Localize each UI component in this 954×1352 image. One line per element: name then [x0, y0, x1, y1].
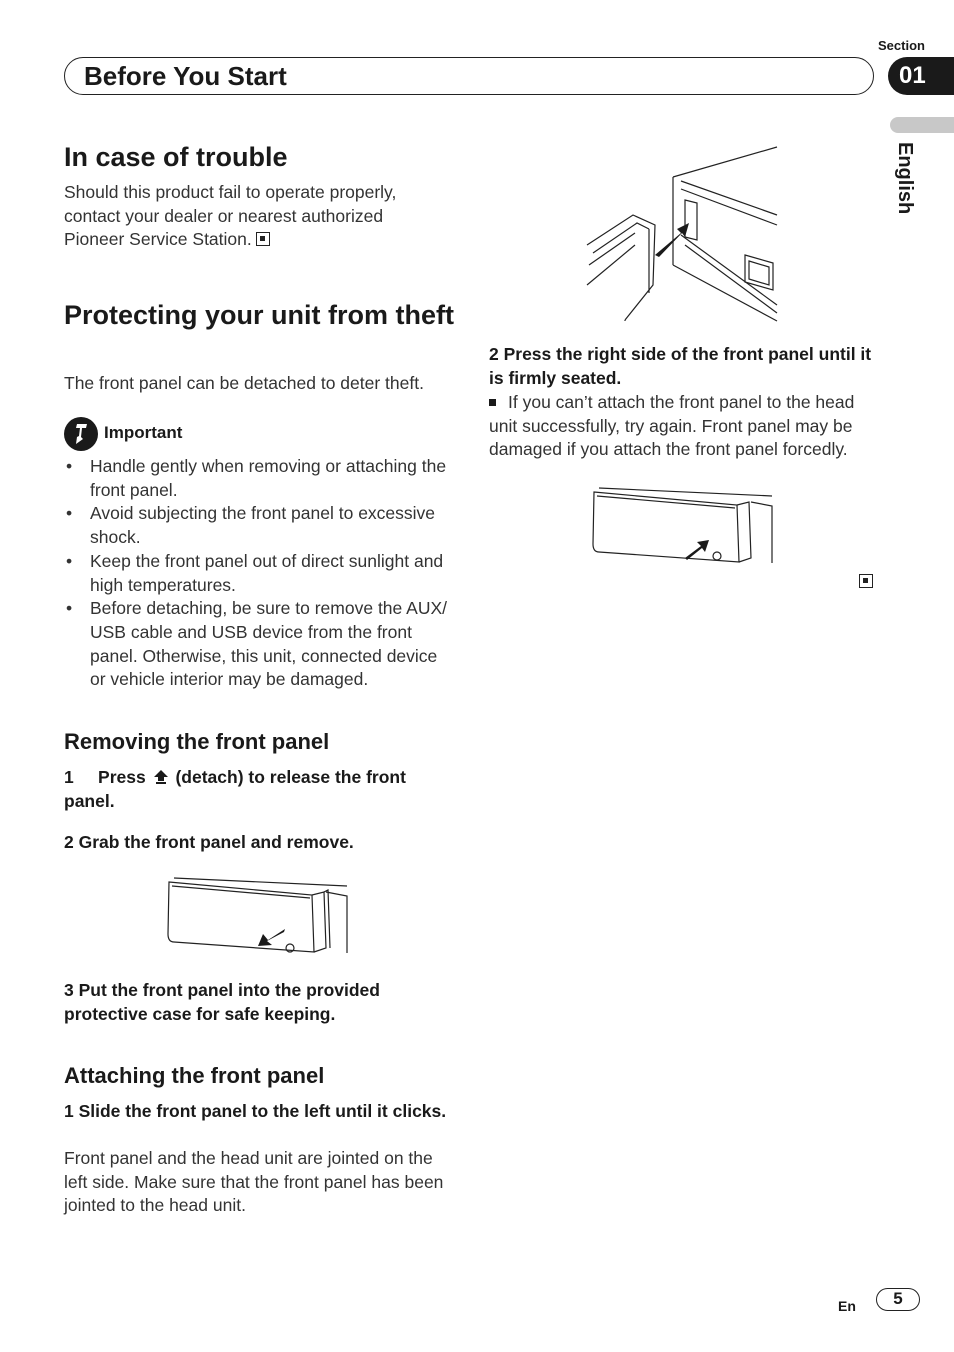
- end-mark-icon: [859, 574, 873, 588]
- removing-step-2: 2 Grab the front panel and remove.: [64, 832, 354, 852]
- step-number: 1: [64, 767, 74, 787]
- note-marker-icon: [489, 399, 496, 406]
- attaching-step-1-body: Front panel and the head unit are jointed on the left side. Make sure that the front panel has been jointed to the head unit.: [64, 1148, 444, 1216]
- attaching-note: [489, 391, 874, 462]
- removing-step-1: [64, 765, 444, 813]
- list-item: • Keep the front panel out of direct sunlight and high temperatures.: [64, 550, 454, 597]
- trouble-text: Should this product fail to operate properly, contact your dealer or nearest authorized Pioneer Service Station.: [64, 182, 397, 250]
- attach-joint-illustration: [585, 145, 781, 325]
- language-code: En: [838, 1298, 856, 1314]
- important-label: Important: [104, 423, 183, 442]
- attaching-step-1: 1 Slide the front panel to the left until it clicks.: [64, 1101, 447, 1121]
- removing-step-3: 3 Put the front panel into the provided protective case for safe keeping.: [64, 980, 380, 1024]
- theft-intro: The front panel can be detached to deter theft.: [64, 373, 424, 393]
- attaching-heading: Attaching the front panel: [64, 1063, 325, 1088]
- list-item: • Handle gently when removing or attaching the front panel.: [64, 455, 454, 502]
- step-press: Press: [98, 767, 146, 787]
- step-text: (detach) to release the front panel.: [64, 767, 406, 811]
- page-title: Before You Start: [84, 61, 287, 91]
- section-label: Section: [878, 38, 925, 53]
- list-item: • Avoid subjecting the front panel to excessive shock.: [64, 502, 454, 549]
- important-list: [64, 455, 454, 692]
- list-item: • Before detaching, be sure to remove the AUX/ USB cable and USB device from the front panel. Otherwise, this unit, connected device or vehicle interior may be damaged.: [64, 597, 454, 692]
- removing-heading: Removing the front panel: [64, 729, 330, 754]
- section-number-tab: 01: [888, 57, 954, 95]
- end-mark-icon: [256, 232, 270, 246]
- remove-panel-illustration: [164, 868, 350, 958]
- page-number: 5: [876, 1288, 920, 1311]
- trouble-body: [64, 181, 439, 252]
- detach-icon: [153, 769, 169, 785]
- press-panel-illustration: [589, 480, 775, 570]
- important-icon: [64, 417, 98, 451]
- language-label: English: [894, 142, 916, 215]
- note-text: If you can’t attach the front panel to the head unit successfully, try again. Front panel may be damaged if you attach the front panel forcedly.: [489, 392, 855, 460]
- theft-heading: Protecting your unit from theft: [64, 300, 454, 330]
- trouble-heading: In case of trouble: [64, 142, 288, 172]
- attaching-step-2: 2 Press the right side of the front panel until it is firmly seated.: [489, 344, 872, 388]
- language-tab-bar: [890, 117, 954, 133]
